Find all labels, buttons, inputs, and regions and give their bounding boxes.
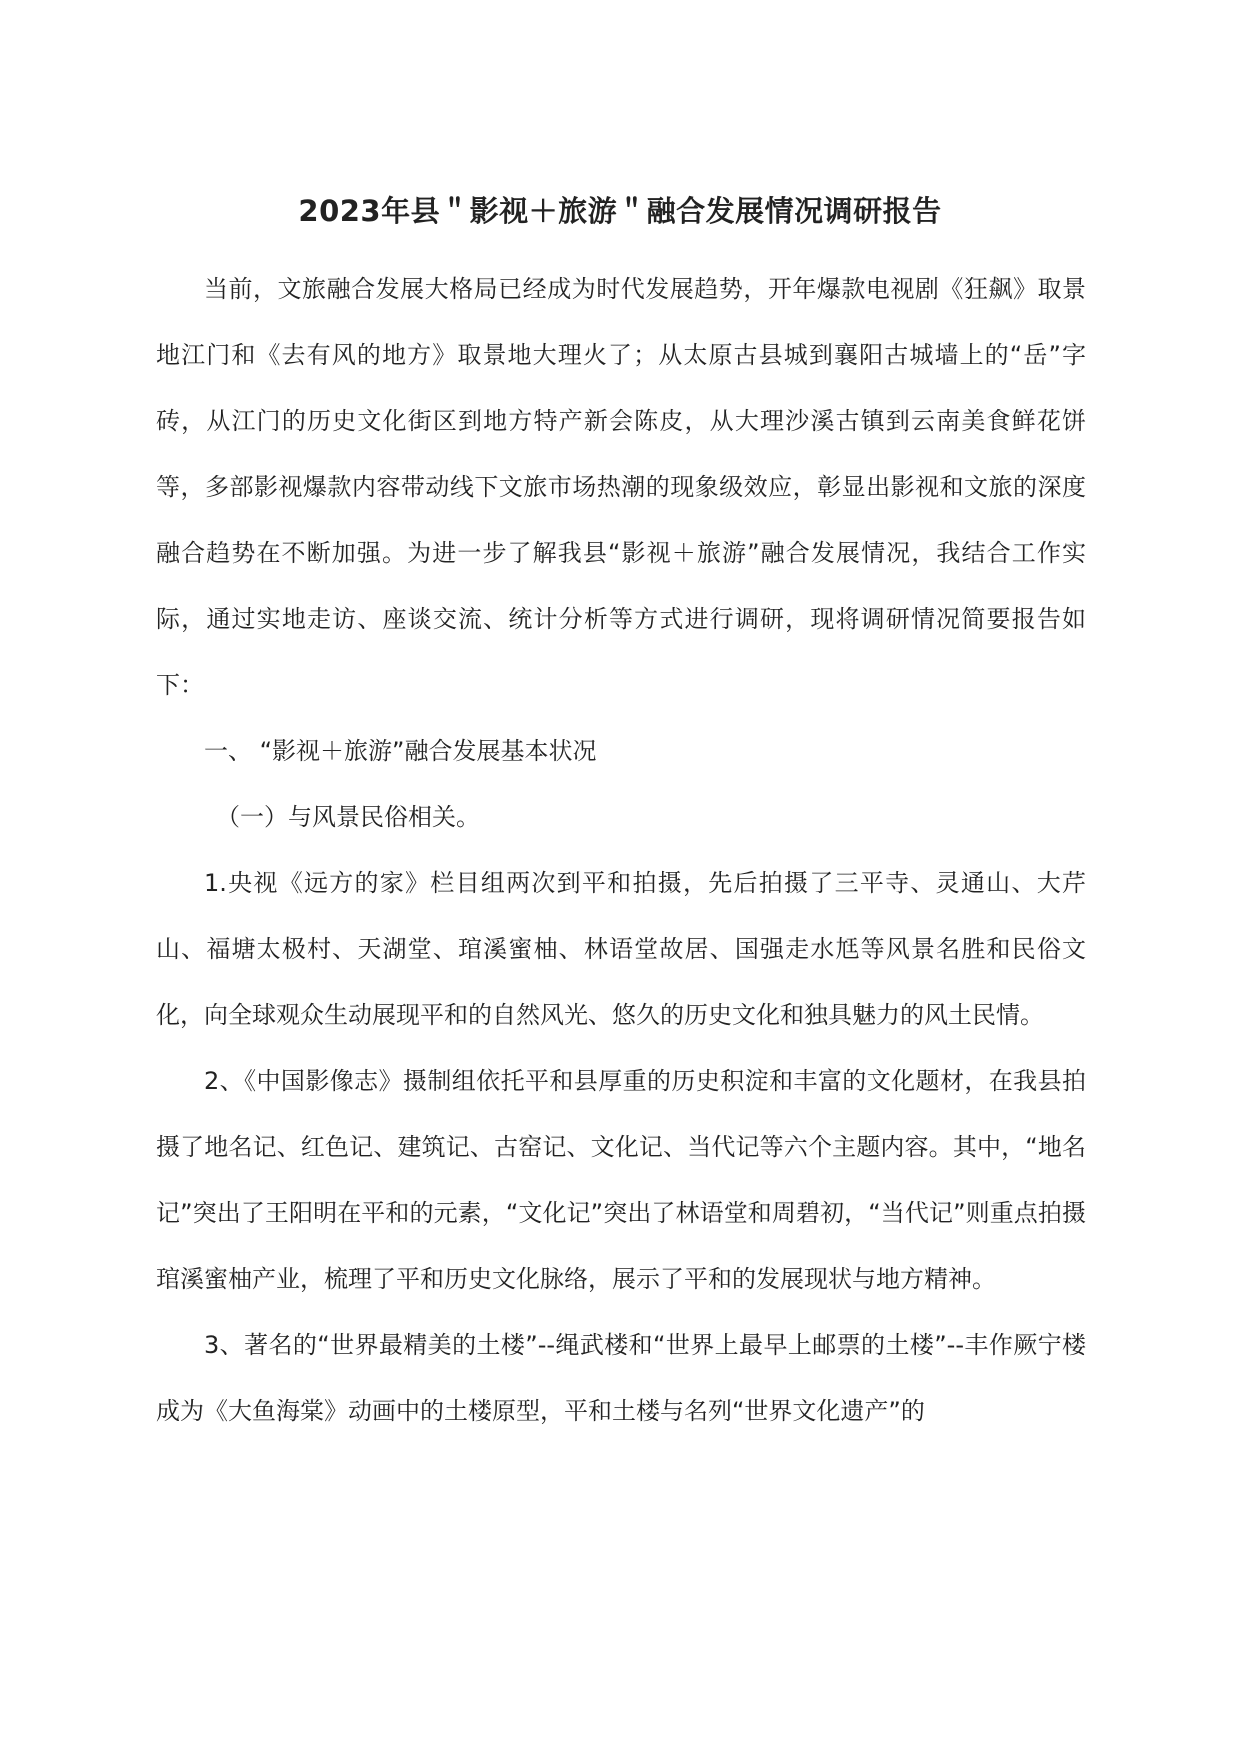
item-paragraph-1: 1.央视《远方的家》栏目组两次到平和拍摄，先后拍摄了三平寺、灵通山、大芹山、福塘太极村、天湖堂、琯溪蜜柚、林语堂故居、国强走水尪等风景名胜和民俗文化，向全球观众生动展现平和的自然风光、悠久的历史文化和独具魅力的风土民情。 xyxy=(156,869,1086,1029)
subsection-heading-1: （一）与风景民俗相关。 xyxy=(216,803,480,831)
document-title: 2023年县＂影视＋旅游＂融合发展情况调研报告 xyxy=(298,194,942,228)
item-paragraph-2: 2、《中国影像志》摄制组依托平和县厚重的历史积淀和丰富的文化题材，在我县拍摄了地名记、红色记、建筑记、古窑记、文化记、当代记等六个主题内容。其中，“地名记”突出了王阳明在平和的元素，“文化记”突出了林语堂和周碧初，“当代记”则重点拍摄琯溪蜜柚产业，梳理了平和历史文化脉络，展示了平和的发展现状与地方精神。 xyxy=(156,1067,1086,1293)
intro-paragraph: 当前，文旅融合发展大格局已经成为时代发展趋势，开年爆款电视剧《狂飙》取景地江门和《去有风的地方》取景地大理火了；从太原古县城到襄阳古城墙上的“岳”字砖，从江门的历史文化街区到地方特产新会陈皮，从大理沙溪古镇到云南美食鲜花饼等，多部影视爆款内容带动线下文旅市场热潮的现象级效应，彰显出影视和文旅的深度融合趋势在不断加强。为进一步了解我县“影视＋旅游”融合发展情况，我结合工作实际，通过实地走访、座谈交流、统计分析等方式进行调研，现将调研情况简要报告如下： xyxy=(156,275,1086,699)
item-paragraph-3: 3、著名的“世界最精美的土楼”--绳武楼和“世界上最早上邮票的土楼”--丰作厥宁楼成为《大鱼海棠》动画中的土楼原型，平和土楼与名列“世界文化遗产”的 xyxy=(156,1331,1086,1425)
document-body xyxy=(156,256,1086,1444)
section-heading-1: 一、 “影视＋旅游”融合发展基本状况 xyxy=(204,737,597,765)
